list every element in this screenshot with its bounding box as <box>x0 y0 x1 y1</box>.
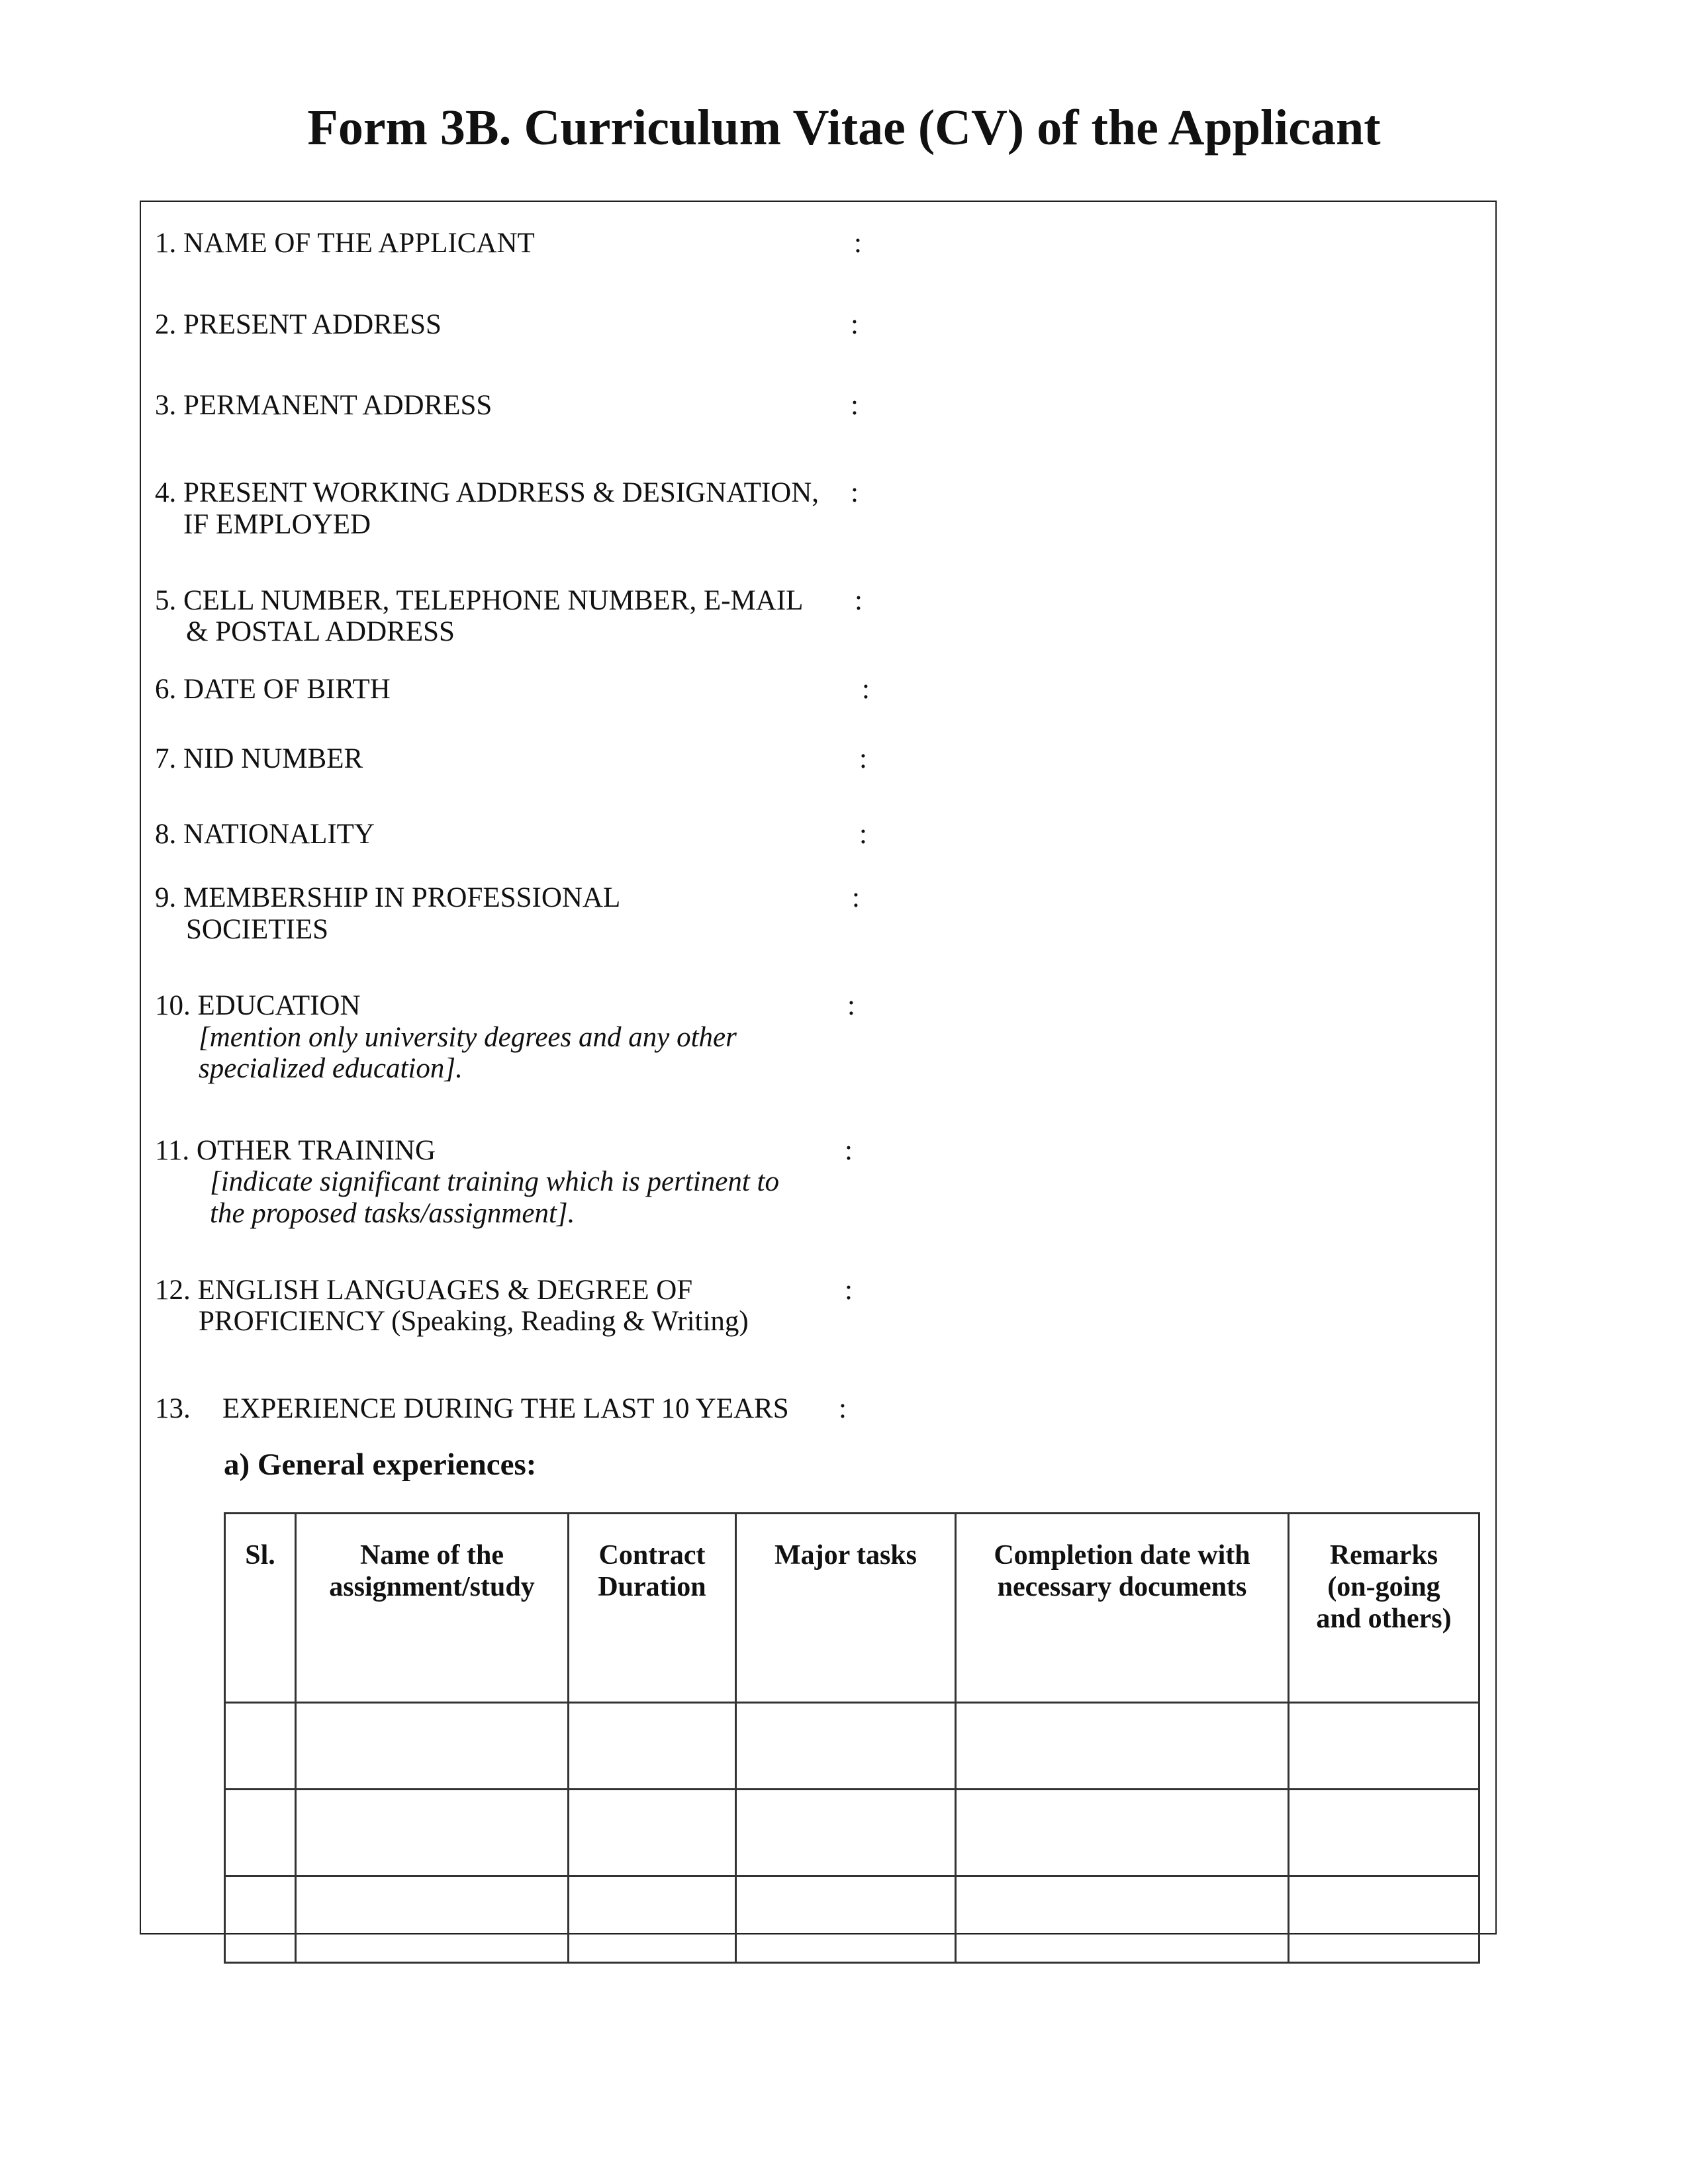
table-row <box>225 1876 1479 1963</box>
field-working-address-label-2: IF EMPLOYED <box>183 509 371 540</box>
table-cell[interactable] <box>956 1703 1289 1790</box>
field-permanent-address-label: 3. PERMANENT ADDRESS <box>155 390 492 421</box>
field-name-label: 1. NAME OF THE APPLICANT <box>155 228 535 259</box>
column-header-completion-date: Completion date with necessary documents <box>956 1514 1289 1703</box>
field-experience-label: EXPERIENCE DURING THE LAST 10 YEARS <box>222 1393 789 1424</box>
field-nid-colon: : <box>859 743 867 774</box>
field-present-address-colon: : <box>851 309 859 340</box>
experience-table <box>224 1512 1480 1964</box>
column-header-remarks: Remarks (on-going and others) <box>1289 1514 1479 1703</box>
field-contact-colon: : <box>855 585 863 616</box>
field-nid-label: 7. NID NUMBER <box>155 743 363 774</box>
field-language-colon: : <box>845 1275 853 1306</box>
table-row <box>225 1790 1479 1876</box>
table-cell[interactable] <box>296 1703 569 1790</box>
column-header-sl: Sl. <box>225 1514 296 1703</box>
table-cell[interactable] <box>225 1703 296 1790</box>
field-contact-label-2: & POSTAL ADDRESS <box>186 616 455 647</box>
column-header-assignment: Name of the assignment/study <box>296 1514 569 1703</box>
field-name-colon: : <box>854 228 862 259</box>
field-experience-colon: : <box>839 1393 847 1424</box>
field-education-note: [mention only university degrees and any other <box>199 1022 737 1053</box>
table-cell[interactable] <box>736 1703 956 1790</box>
table-cell[interactable] <box>1289 1876 1479 1963</box>
field-education-colon: : <box>847 990 855 1021</box>
field-experience-number: 13. <box>155 1393 191 1424</box>
field-contact-label: 5. CELL NUMBER, TELEPHONE NUMBER, E-MAIL <box>155 585 804 616</box>
table-cell[interactable] <box>1289 1703 1479 1790</box>
field-membership-colon: : <box>852 882 860 913</box>
table-cell[interactable] <box>956 1876 1289 1963</box>
field-membership-label: 9. MEMBERSHIP IN PROFESSIONAL <box>155 882 621 913</box>
field-education-note-2: specialized education]. <box>199 1053 463 1084</box>
column-header-major-tasks: Major tasks <box>736 1514 956 1703</box>
field-present-address-label: 2. PRESENT ADDRESS <box>155 309 442 340</box>
table-cell[interactable] <box>296 1790 569 1876</box>
field-training-label: 11. OTHER TRAINING <box>155 1135 436 1166</box>
table-cell[interactable] <box>296 1876 569 1963</box>
field-nationality-colon: : <box>859 819 867 850</box>
table-cell[interactable] <box>736 1876 956 1963</box>
field-membership-label-2: SOCIETIES <box>186 914 328 945</box>
general-experiences-heading: a) General experiences: <box>224 1447 537 1482</box>
table-cell[interactable] <box>569 1790 736 1876</box>
field-training-colon: : <box>845 1135 853 1166</box>
field-nationality-label: 8. NATIONALITY <box>155 819 375 850</box>
table-cell[interactable] <box>736 1790 956 1876</box>
table-cell[interactable] <box>569 1876 736 1963</box>
field-working-address-label: 4. PRESENT WORKING ADDRESS & DESIGNATION, <box>155 477 820 508</box>
table-cell[interactable] <box>1289 1790 1479 1876</box>
table-cell[interactable] <box>956 1790 1289 1876</box>
field-training-note-2: the proposed tasks/assignment]. <box>210 1198 575 1229</box>
table-cell[interactable] <box>569 1703 736 1790</box>
table-cell[interactable] <box>225 1876 296 1963</box>
column-header-duration: Contract Duration <box>569 1514 736 1703</box>
field-training-note: [indicate significant training which is pertinent to <box>210 1166 779 1197</box>
form-title: Form 3B. Curriculum Vitae (CV) of the Applicant <box>307 100 1381 156</box>
field-date-of-birth-label: 6. DATE OF BIRTH <box>155 674 391 705</box>
field-working-address-colon: : <box>851 477 859 508</box>
field-language-label: 12. ENGLISH LANGUAGES & DEGREE OF <box>155 1275 693 1306</box>
field-education-label: 10. EDUCATION <box>155 990 361 1021</box>
table-row <box>225 1703 1479 1790</box>
field-date-of-birth-colon: : <box>862 674 870 705</box>
table-cell[interactable] <box>225 1790 296 1876</box>
field-permanent-address-colon: : <box>851 390 859 421</box>
table-header-row <box>225 1514 1479 1703</box>
field-language-label-2: PROFICIENCY (Speaking, Reading & Writing) <box>199 1306 749 1337</box>
